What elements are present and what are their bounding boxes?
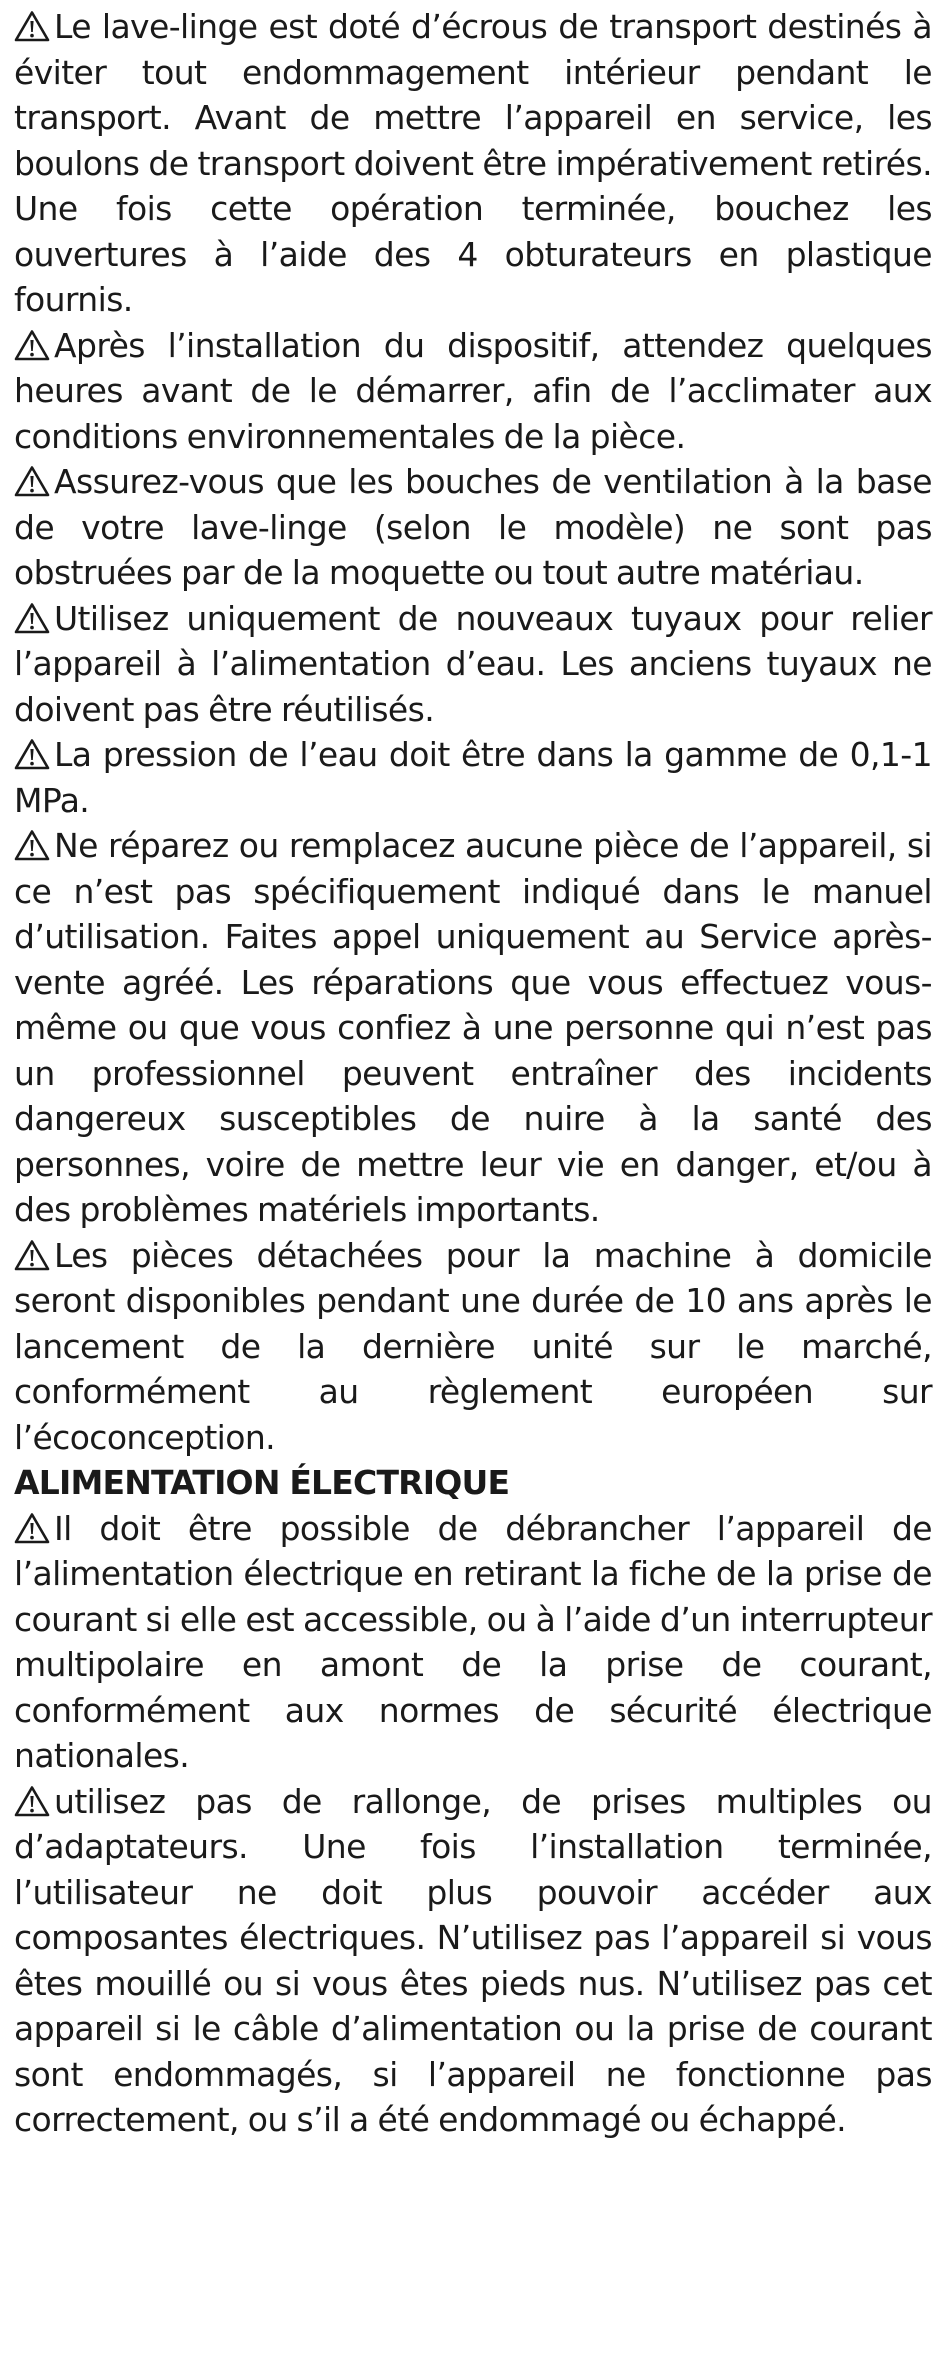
manual-page bbox=[14, 4, 932, 2143]
warning-paragraph bbox=[14, 1506, 932, 1779]
warning-text: Utilisez uniquement de nouveaux tuyaux pour relier l’appareil à l’alimentation d’eau. Les anciens tuyaux ne doivent pas être réutilisés. bbox=[14, 598, 932, 729]
section-heading: ALIMENTATION ÉLECTRIQUE bbox=[14, 1463, 510, 1502]
warning-triangle-icon bbox=[14, 1239, 50, 1271]
warning-text: Les pièces détachées pour la machine à domicile seront disponibles pendant une durée de 10 ans après le lancement de la dernière unité sur le marché, conformément au règlement européen sur l’écoconception. bbox=[14, 1235, 932, 1457]
warning-paragraph bbox=[14, 596, 932, 733]
warning-text: Assurez-vous que les bouches de ventilation à la base de votre lave-linge (selon le modèle) ne sont pas obstruées par de la moquette ou tout autre matériau. bbox=[14, 462, 932, 592]
warning-triangle-icon bbox=[14, 329, 50, 361]
warning-text: La pression de l’eau doit être dans la gamme de 0,1-1 MPa. bbox=[14, 735, 932, 820]
warning-triangle-icon bbox=[14, 1512, 50, 1544]
warning-triangle-icon bbox=[14, 602, 50, 634]
warning-triangle-icon bbox=[14, 738, 50, 770]
warning-paragraph bbox=[14, 323, 932, 460]
warning-text: utilisez pas de rallonge, de prises multiples ou d’adaptateurs. Une fois l’installation terminée, l’utilisateur ne doit plus pouvoir accéder aux composantes électriques. N’utilisez pas l’appareil si vous êtes mouillé ou si vous êtes pieds nus. N’utilisez pas cet appareil si le câble d’alimentation ou la prise de courant sont endommagés, si l’appareil ne fonctionne pas correctement, ou s’il a été endommagé ou échappé. bbox=[14, 1781, 932, 2139]
warning-text: Après l’installation du dispositif, attendez quelques heures avant de le démarrer, afin de l’acclimater aux conditions environnementales de la pièce. bbox=[14, 325, 932, 456]
installation-warnings bbox=[14, 4, 932, 1460]
warning-text: Ne réparez ou remplacez aucune pièce de l’appareil, si ce n’est pas spécifiquement indiqué dans le manuel d’utilisation. Faites appel uniquement au Service après-vente agréé. Les réparations que vous effectuez vous-même ou que vous confiez à une personne qui n’est pas un professionnel peuvent entraîner des incidents dangereux susceptibles de nuire à la santé des personnes, voire de mettre leur vie en danger, et/ou à des problèmes matériels importants. bbox=[14, 826, 932, 1229]
warning-triangle-icon bbox=[14, 10, 50, 42]
warning-paragraph bbox=[14, 1233, 932, 1461]
warning-triangle-icon bbox=[14, 465, 50, 497]
warning-triangle-icon bbox=[14, 1785, 50, 1817]
warning-text: Le lave-linge est doté d’écrous de transport destinés à éviter tout endommagement intérieur pendant le transport. Avant de mettre l’appareil en service, les boulons de transport doivent être impérativement retirés. Une fois cette opération terminée, bouchez les ouvertures à l’aide des 4 obturateurs en plastique fournis. bbox=[14, 7, 932, 319]
warning-paragraph bbox=[14, 459, 932, 596]
warning-paragraph bbox=[14, 4, 932, 323]
warning-triangle-icon bbox=[14, 829, 50, 861]
warning-paragraph bbox=[14, 732, 932, 823]
warning-paragraph bbox=[14, 1779, 932, 2143]
warning-paragraph bbox=[14, 823, 932, 1233]
warning-text: Il doit être possible de débrancher l’appareil de l’alimentation électrique en retirant la fiche de la prise de courant si elle est accessible, ou à l’aide d’un interrupteur multipolaire en amont de la prise de courant, conformément aux normes de sécurité électrique nationales. bbox=[14, 1508, 932, 1775]
electrical-warnings bbox=[14, 1506, 932, 2143]
